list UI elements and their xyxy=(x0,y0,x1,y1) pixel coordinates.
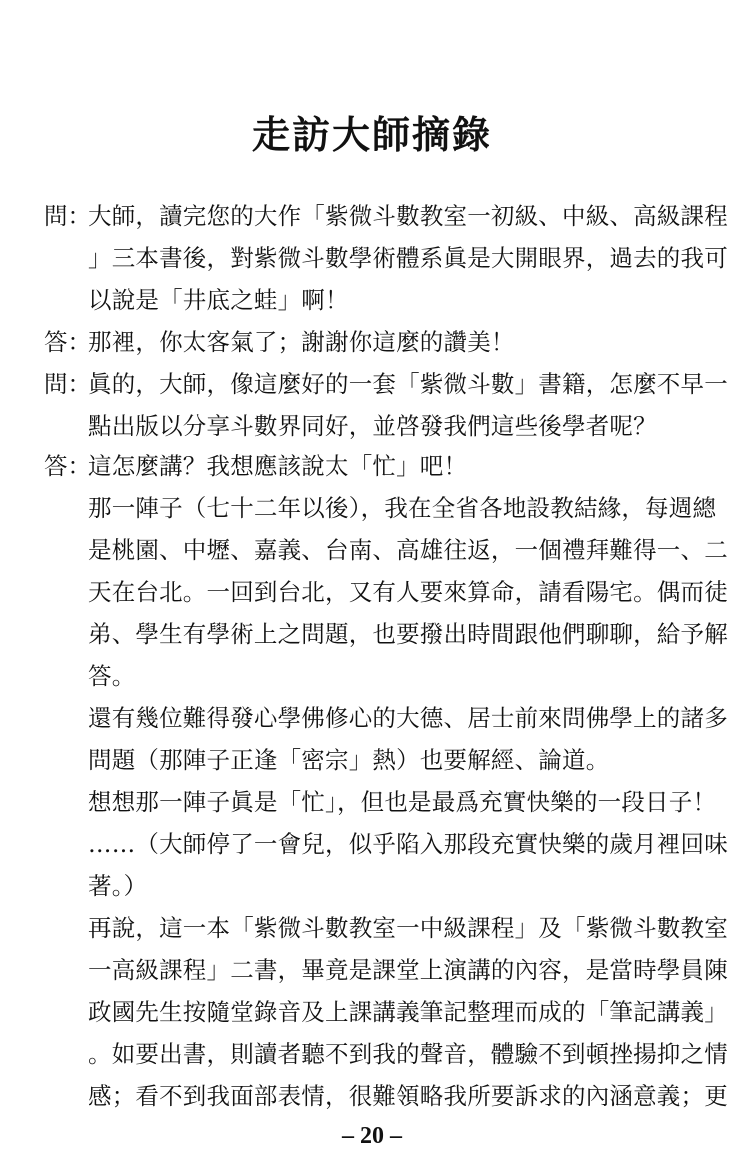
text-line: 這怎麼講？我想應該說太「忙」吧！ xyxy=(88,452,468,480)
text-line: 想想那一陣子眞是「忙」，但也是最爲充實快樂的一段日子！ xyxy=(88,788,717,816)
text-line: 以說是「井底之蛙」啊！ xyxy=(88,286,349,314)
answer-label: 答： xyxy=(44,328,91,356)
text-line: 那一陣子（七十二年以後），我在全省各地設教結緣，每週總 xyxy=(88,494,717,522)
text-line: 著。） xyxy=(88,872,148,900)
text-line: 政國先生按隨堂錄音及上課講義筆記整理而成的「筆記講義」 xyxy=(88,998,728,1026)
text-line: 。如要出書，則讀者聽不到我的聲音，體驗不到頓挫揚抑之情 xyxy=(88,1040,728,1068)
text-line: 答。 xyxy=(88,662,136,690)
page-number: – 20 – xyxy=(342,1123,402,1149)
text-line: 還有幾位難得發心學佛修心的大德、居士前來問佛學上的諸多 xyxy=(88,704,728,732)
text-line: 一高級課程」二書，畢竟是課堂上演講的內容，是當時學員陳 xyxy=(88,956,728,984)
answer-label: 答： xyxy=(44,452,91,480)
page-title: 走訪大師摘錄 xyxy=(251,113,492,157)
text-line: 是桃園、中壢、嘉義、台南、高雄往返，一個禮拜難得一、二 xyxy=(88,536,728,564)
text-line: 問題（那陣子正逢「密宗」熱）也要解經、論道。 xyxy=(88,746,610,774)
question-label: 問： xyxy=(44,202,91,230)
text-line: 天在台北。一回到台北，又有人要來算命，請看陽宅。偶而徒 xyxy=(88,578,728,606)
question-label: 問： xyxy=(44,370,91,398)
text-line: 點出版以分享斗數界同好，並啓發我們這些後學者呢？ xyxy=(88,412,657,440)
text-line: 大師，讀完您的大作「紫微斗數教室一初級、中級、高級課程 xyxy=(88,202,728,230)
text-line: 」三本書後，對紫微斗數學術體系眞是大開眼界，過去的我可 xyxy=(88,244,728,272)
text-line: 眞的，大師，像這麼好的一套「紫微斗數」書籍，怎麼不早一 xyxy=(88,370,728,398)
text-line: 那裡，你太客氣了；謝謝你這麼的讚美！ xyxy=(88,328,515,356)
text-line: 感；看不到我面部表情，很難領略我所要訴求的內涵意義；更 xyxy=(88,1082,728,1110)
text-line: 弟、學生有學術上之問題，也要撥出時間跟他們聊聊，給予解 xyxy=(88,620,728,648)
text-line: ……（大師停了一會兒，似乎陷入那段充實快樂的歲月裡回味 xyxy=(88,830,728,858)
text-line: 再說，這一本「紫微斗數教室一中級課程」及「紫微斗數教室 xyxy=(88,914,728,942)
